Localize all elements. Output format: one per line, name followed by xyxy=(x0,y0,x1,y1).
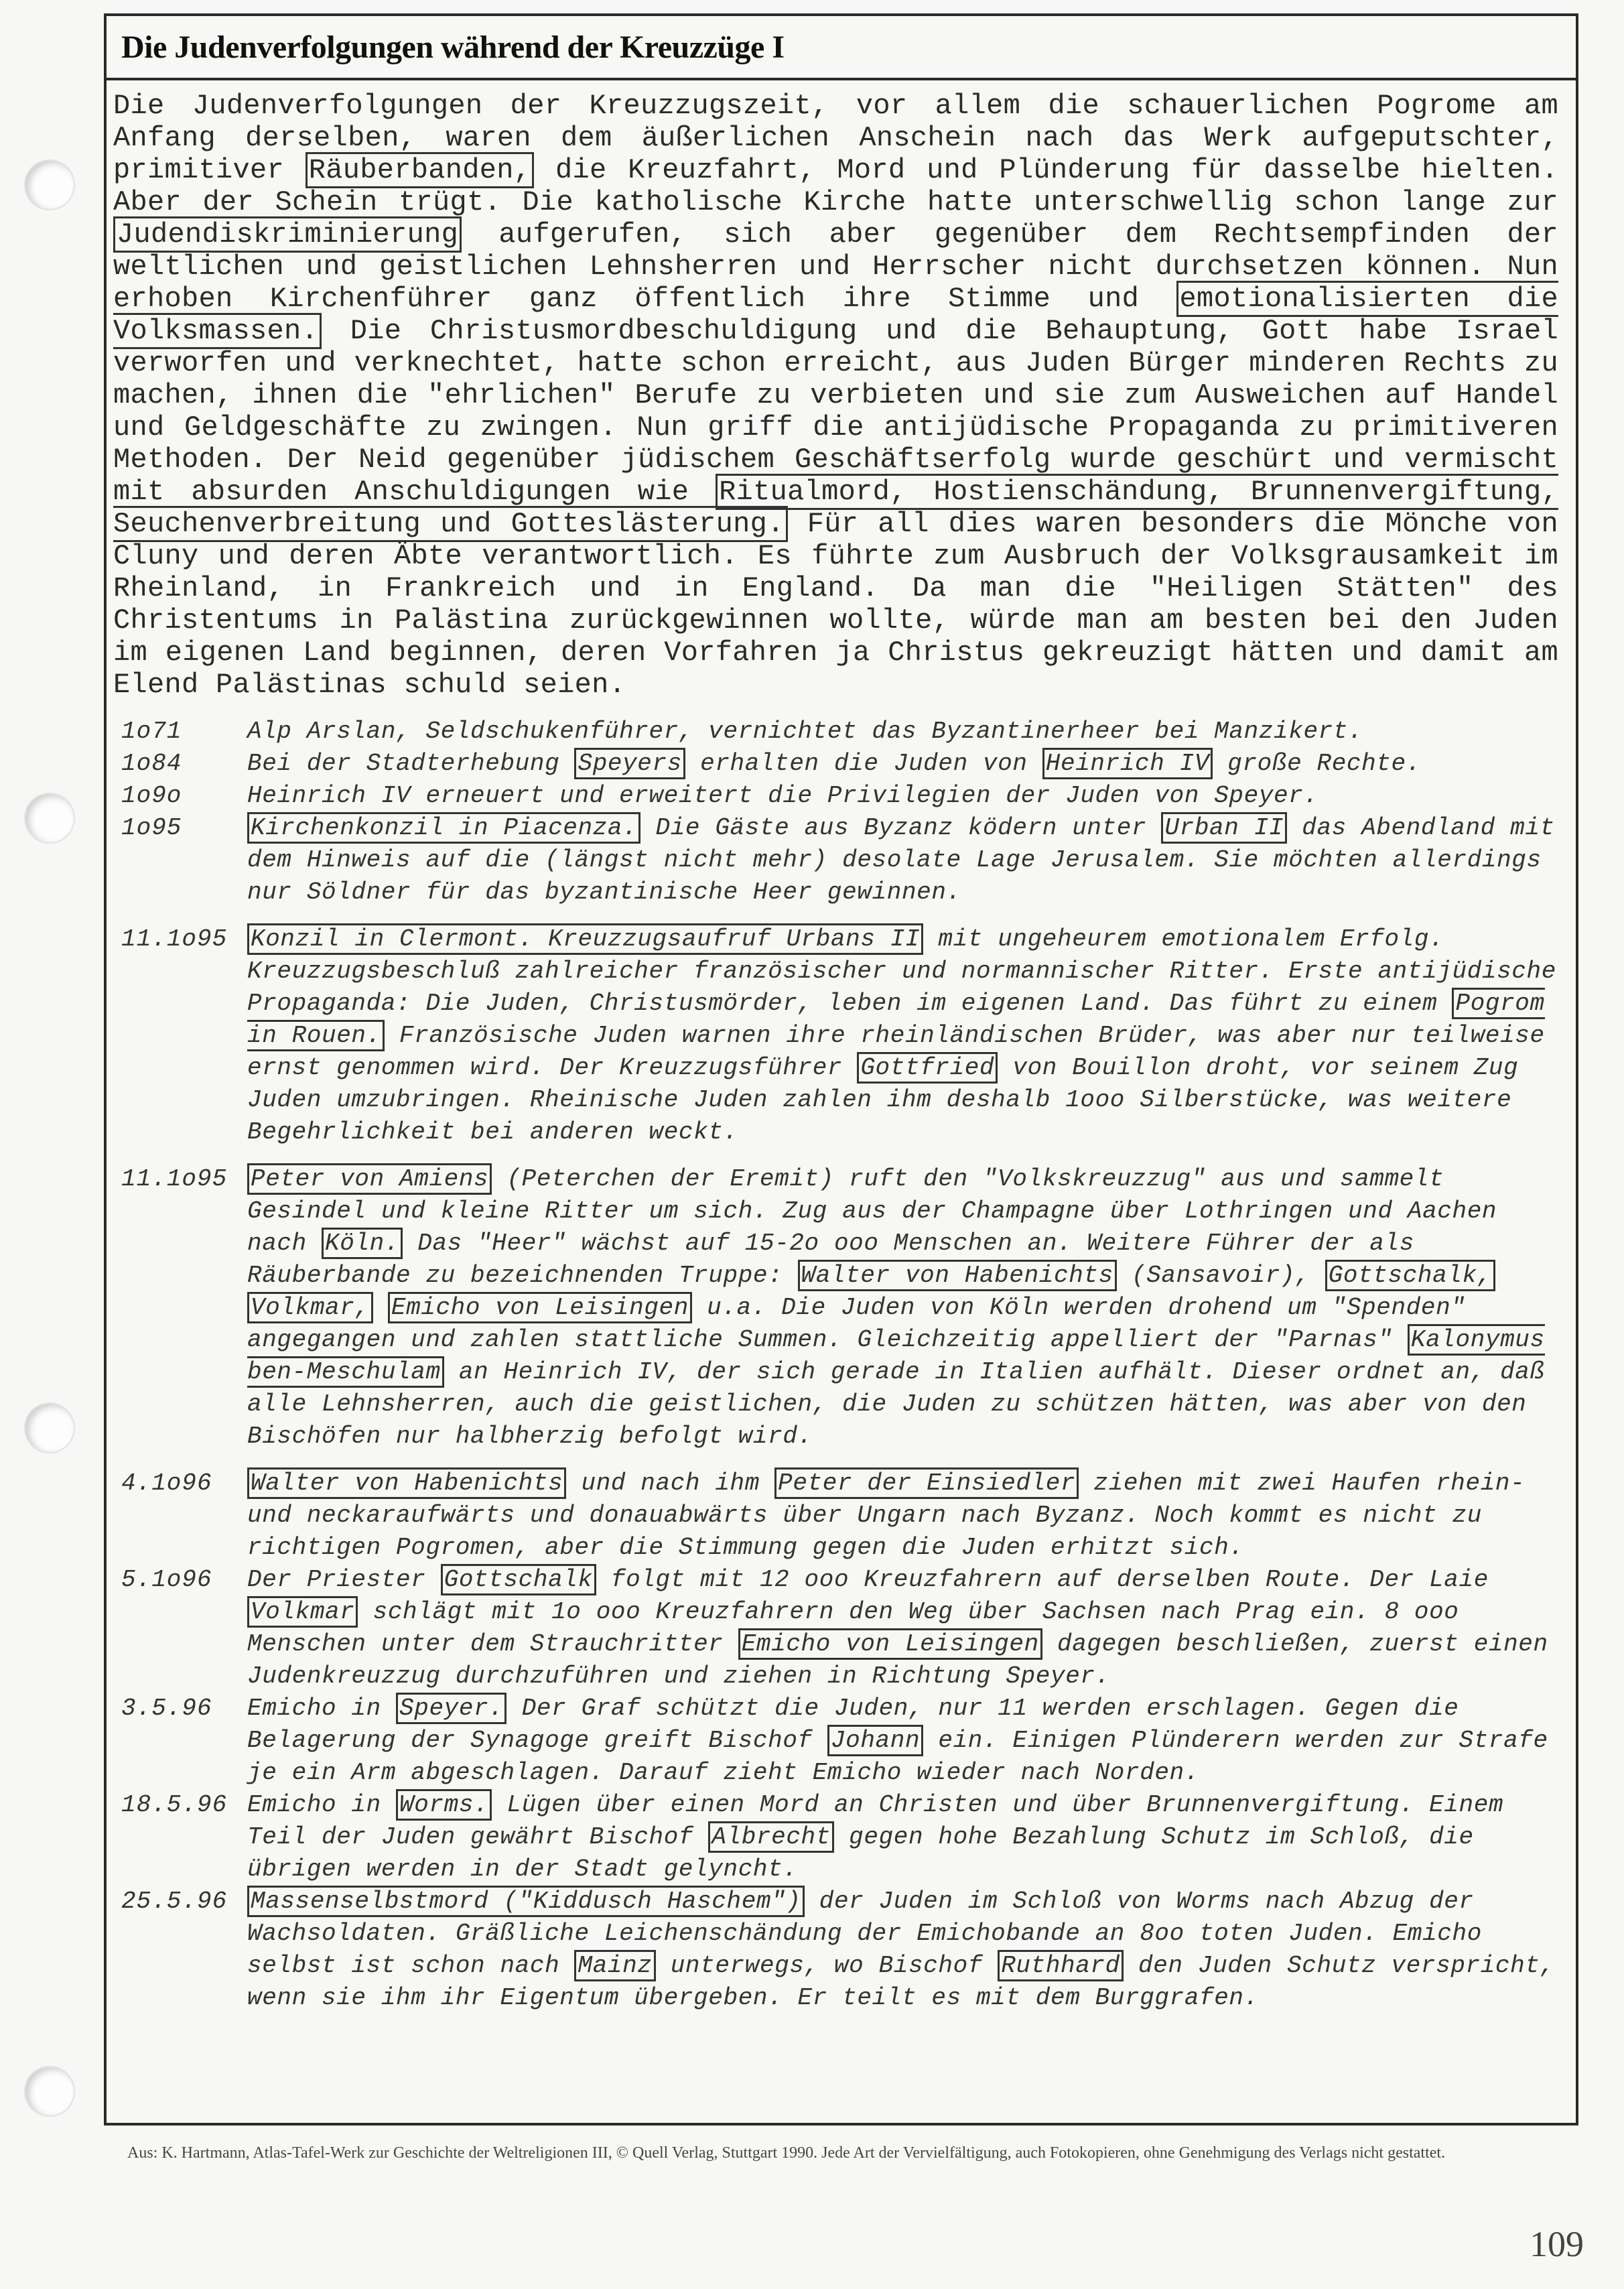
timeline xyxy=(107,716,1576,2014)
highlighted-term: Speyer. xyxy=(396,1693,506,1724)
highlighted-term: Walter von Habenichts xyxy=(247,1467,566,1499)
highlighted-term: Kalonymus ben-Meschulam xyxy=(247,1324,1545,1388)
timeline-text xyxy=(247,1789,1562,1886)
text-segment: Heinrich IV erneuert und erweitert die Privilegien der Juden von Speyer. xyxy=(247,782,1318,809)
text-segment: und nach ihm xyxy=(566,1469,775,1497)
timeline-text xyxy=(247,780,1562,812)
timeline-entry xyxy=(121,1467,1562,1564)
text-segment: große Rechte. xyxy=(1213,750,1421,777)
timeline-text xyxy=(247,923,1562,1149)
timeline-text xyxy=(247,1693,1562,1789)
punch-hole xyxy=(25,794,74,842)
text-segment: erhalten die Juden von xyxy=(685,750,1042,777)
timeline-text xyxy=(247,1886,1562,2014)
text-segment: ziehen mit zwei Haufen rhein- und neckaraufwärts und donauabwärts über Ungarn nach Byzanz. Noch kommt es nicht zu richtigen Pogromen, aber die Stimmung gegen die Juden erhitzt sich. xyxy=(247,1469,1526,1561)
timeline-text xyxy=(247,1467,1562,1564)
timeline-date: 11.1o95 xyxy=(121,925,228,953)
timeline-entry xyxy=(121,1564,1562,1693)
highlighted-term: Emicho von Leisingen xyxy=(388,1292,692,1323)
highlighted-term: Konzil in Clermont. Kreuzzugsaufruf Urbans II xyxy=(247,923,923,955)
text-segment: Alp Arslan, Seldschukenführer, vernichtet das Byzantinerheer bei Manzikert. xyxy=(247,718,1363,745)
highlighted-term: Emicho von Leisingen xyxy=(738,1628,1042,1660)
timeline-date: 11.1o95 xyxy=(121,1165,228,1193)
highlighted-term: Urban II xyxy=(1161,812,1287,844)
highlighted-term: Ritualmord, Hostienschändung, Brunnenvergiftung, Seuchenverbreitung und Gotteslästerung. xyxy=(113,474,1558,542)
highlighted-term: Peter der Einsiedler xyxy=(774,1467,1079,1499)
highlighted-term: Walter von Habenichts xyxy=(798,1260,1117,1291)
highlighted-term: Ruthhard xyxy=(998,1950,1124,1981)
page-title: Die Judenverfolgungen während der Kreuzzüge I xyxy=(121,29,785,65)
text-segment: unterwegs, wo Bischof xyxy=(655,1952,998,1979)
text-segment: folgt mit 12 ooo Kreuzfahrern auf derselben Route. Der Laie xyxy=(596,1566,1489,1593)
text-segment: (Sansavoir), xyxy=(1116,1262,1325,1289)
timeline-entry xyxy=(121,1886,1562,2014)
title-bar xyxy=(107,16,1576,80)
punch-hole xyxy=(25,161,74,209)
text-segment: Die Christusmordbeschuldigung und die Behauptung, Gott habe Israel verworfen und verknechtet, hatte schon erreicht, aus Juden Bürger minderen Rechts zu machen, ihnen die "ehrlichen" Berufe zu verbieten und sie zum Ausweichen auf Handel und Geldgeschäfte zu zwingen. Nun griff die antijüdische Propaganda zu primitiveren Methoden. Der Neid gegenüber jüdischem Geschäftserfolg wurde geschürt und vermischt mit absurden Anschuldigungen wie xyxy=(113,315,1558,508)
highlighted-term: Heinrich IV xyxy=(1042,748,1213,779)
text-segment: Für all dies waren besonders die Mönche von Cluny und deren Äbte verantwortlich. Es führte zum Ausbruch der Volksgrausamkeit im Rheinland, in Frankreich und in England. Da man die "Heiligen Stätten" des Christentums in Palästina zurückgewinnen wollte, würde man am besten bei den Juden im eigenen Land beginnen, deren Vorfahren ja Christus gekreuzigt hätten und damit am Elend Palästinas schuld seien. xyxy=(113,508,1558,701)
page-number: 109 xyxy=(1530,2224,1584,2264)
text-segment: Der Priester xyxy=(247,1566,441,1593)
timeline-date: 18.5.96 xyxy=(121,1791,228,1819)
timeline-entry xyxy=(121,1163,1562,1453)
text-segment: dagegen beschließen, zuerst einen Judenkreuzzug durchzuführen und ziehen in Richtung Speyer. xyxy=(247,1630,1548,1690)
highlighted-term: Köln. xyxy=(322,1228,403,1259)
highlighted-term: Gottschalk, xyxy=(1325,1260,1495,1291)
highlighted-term: Kirchenkonzil in Piacenza. xyxy=(247,812,640,844)
text-segment: Das "Heer" wächst auf 15-2o ooo Menschen an. Weitere Führer der als Räuberbande zu bezeichnenden Truppe: xyxy=(247,1230,1414,1289)
timeline-date: 4.1o96 xyxy=(121,1469,212,1497)
highlighted-term: Gottfried xyxy=(857,1052,998,1084)
highlighted-term: Massenselbstmord ("Kiddusch Haschem") xyxy=(247,1886,805,1917)
text-segment: ein. Einigen Plünderern werden zur Strafe je ein Arm abgeschlagen. Darauf zieht Emicho wieder nach Norden. xyxy=(247,1727,1548,1786)
text-segment: von Bouillon droht, vor seinem Zug Juden umzubringen. Rheinische Juden zahlen ihm deshalb 1ooo Silberstücke, was weitere Begehrlichkeit bei anderen weckt. xyxy=(247,1054,1519,1146)
timeline-entry xyxy=(121,716,1562,748)
punch-hole xyxy=(25,2067,74,2115)
highlighted-term: Speyers xyxy=(574,748,685,779)
timeline-text xyxy=(247,748,1562,780)
timeline-date: 25.5.96 xyxy=(121,1888,228,1915)
text-segment: das Abendland mit dem Hinweis auf die (längst nicht mehr) desolate Lage Jerusalem. Sie möchten allerdings nur Söldner für das byzantinische Heer gewinnen. xyxy=(247,814,1555,906)
text-segment: Lügen über einen Mord an Christen und über Brunnenvergiftung. Einem Teil der Juden gewährt Bischof xyxy=(247,1791,1504,1851)
timeline-entry xyxy=(121,1693,1562,1789)
punch-hole xyxy=(25,1404,74,1452)
text-segment: u.a. Die Juden von Köln werden drohend um "Spenden" angegangen und zahlen stattliche Summen. Gleichzeitig appelliert der "Parnas" xyxy=(247,1294,1466,1354)
highlighted-term: Johann xyxy=(827,1725,923,1756)
highlighted-term: Volkmar, xyxy=(247,1292,373,1323)
content-frame xyxy=(104,13,1578,2126)
text-segment: Bei der Stadterhebung xyxy=(247,750,575,777)
timeline-text xyxy=(247,812,1562,909)
highlighted-term: emotionalisierten die Volksmassen. xyxy=(113,281,1558,349)
text-segment: Der Graf schützt die Juden, nur 11 werden erschlagen. Gegen die Belagerung der Synagoge greift Bischof xyxy=(247,1695,1459,1754)
timeline-entry xyxy=(121,1789,1562,1886)
text-segment xyxy=(373,1294,388,1321)
text-segment: Emicho in xyxy=(247,1695,397,1722)
source-credit: Aus: K. Hartmann, Atlas-Tafel-Werk zur Geschichte der Weltreligionen III, © Quell Verlag, Stuttgart 1990. Jede Art der Vervielfältigung, auch Fotokopieren, ohne Genehmigung des Verlags nicht gestattet. xyxy=(127,2144,1446,2162)
highlighted-term: Peter von Amiens xyxy=(247,1163,492,1195)
timeline-text xyxy=(247,716,1562,748)
text-segment: Die Judenverfolgungen der Kreuzzugszeit, vor allem die schauerlichen Pogrome am Anfang derselben, waren dem äußerlichen Anschein nach das Werk aufgeputschter, primitiver xyxy=(113,90,1558,186)
text-segment: aufgerufen, sich aber gegenüber dem Rechtsempfinden der weltlichen und geistlichen Lehnsherren und Herrscher nicht durchsetzen können. Nun erhoben Kirchenführer ganz öffentlich ihre Stimme und xyxy=(113,218,1558,315)
text-segment: Emicho in xyxy=(247,1791,397,1819)
intro-paragraph xyxy=(107,80,1576,701)
text-segment: der Juden im Schloß von Worms nach Abzug der Wachsoldaten. Gräßliche Leichenschändung der Emichobande an 8oo toten Juden. Emicho selbst ist schon nach xyxy=(247,1888,1482,1979)
highlighted-term: Räuberbanden, xyxy=(306,152,535,188)
text-segment: gegen hohe Bezahlung Schutz im Schloß, die übrigen werden in der Stadt gelyncht. xyxy=(247,1823,1474,1883)
timeline-date: 1o71 xyxy=(121,718,182,745)
text-segment: Die Gäste aus Byzanz ködern unter xyxy=(640,814,1162,842)
highlighted-term: Worms. xyxy=(396,1789,492,1821)
text-segment: die Kreuzfahrt, Mord und Plünderung für dasselbe hielten. Aber der Schein trügt. Die katholische Kirche hatte unterschwellig schon lange zur xyxy=(113,154,1558,218)
text-segment: an Heinrich IV, der sich gerade in Italien aufhält. Dieser ordnet an, daß alle Lehnsherren, auch die geistlichen, die Juden zu schützen hätten, was aber von den Bischöfen nur halbherzig befolgt wird. xyxy=(247,1358,1545,1450)
highlighted-term: Volkmar xyxy=(247,1596,358,1628)
timeline-date: 1o95 xyxy=(121,814,182,842)
timeline-entry xyxy=(121,812,1562,909)
highlighted-term: Pogrom in Rouen. xyxy=(247,988,1545,1051)
text-segment: mit ungeheurem emotionalem Erfolg. Kreuzzugsbeschluß zahlreicher französischer und normannischer Ritter. Erste antijüdische Propaganda: Die Juden, Christusmörder, leben im eigenen Land. Das führt zu einem xyxy=(247,925,1556,1017)
timeline-entry xyxy=(121,923,1562,1149)
highlighted-term: Judendiskriminierung xyxy=(113,216,462,253)
text-segment: schlägt mit 1o ooo Kreuzfahrern den Weg über Sachsen nach Prag ein. 8 ooo Menschen unter dem Strauchritter xyxy=(247,1598,1459,1658)
timeline-text xyxy=(247,1564,1562,1693)
timeline-entry xyxy=(121,780,1562,812)
timeline-date: 1o84 xyxy=(121,750,182,777)
text-segment: Französische Juden warnen ihre rheinländischen Brüder, was aber nur teilweise ernst genommen wird. Der Kreuzzugsführer xyxy=(247,1022,1545,1082)
text-segment: (Peterchen der Eremit) ruft den "Volkskreuzzug" aus und sammelt Gesindel und kleine Ritter um sich. Zug aus der Champagne über Lothringen und Aachen nach xyxy=(247,1165,1497,1257)
highlighted-term: Albrecht xyxy=(708,1821,834,1853)
text-segment: den Juden Schutz verspricht, wenn sie ihm ihr Eigentum übergeben. Er teilt es mit dem Burggrafen. xyxy=(247,1952,1555,2012)
highlighted-term: Gottschalk xyxy=(441,1564,596,1595)
timeline-date: 1o9o xyxy=(121,782,182,809)
timeline-entry xyxy=(121,748,1562,780)
timeline-date: 5.1o96 xyxy=(121,1566,212,1593)
highlighted-term: Mainz xyxy=(574,1950,655,1981)
timeline-date: 3.5.96 xyxy=(121,1695,212,1722)
timeline-text xyxy=(247,1163,1562,1453)
